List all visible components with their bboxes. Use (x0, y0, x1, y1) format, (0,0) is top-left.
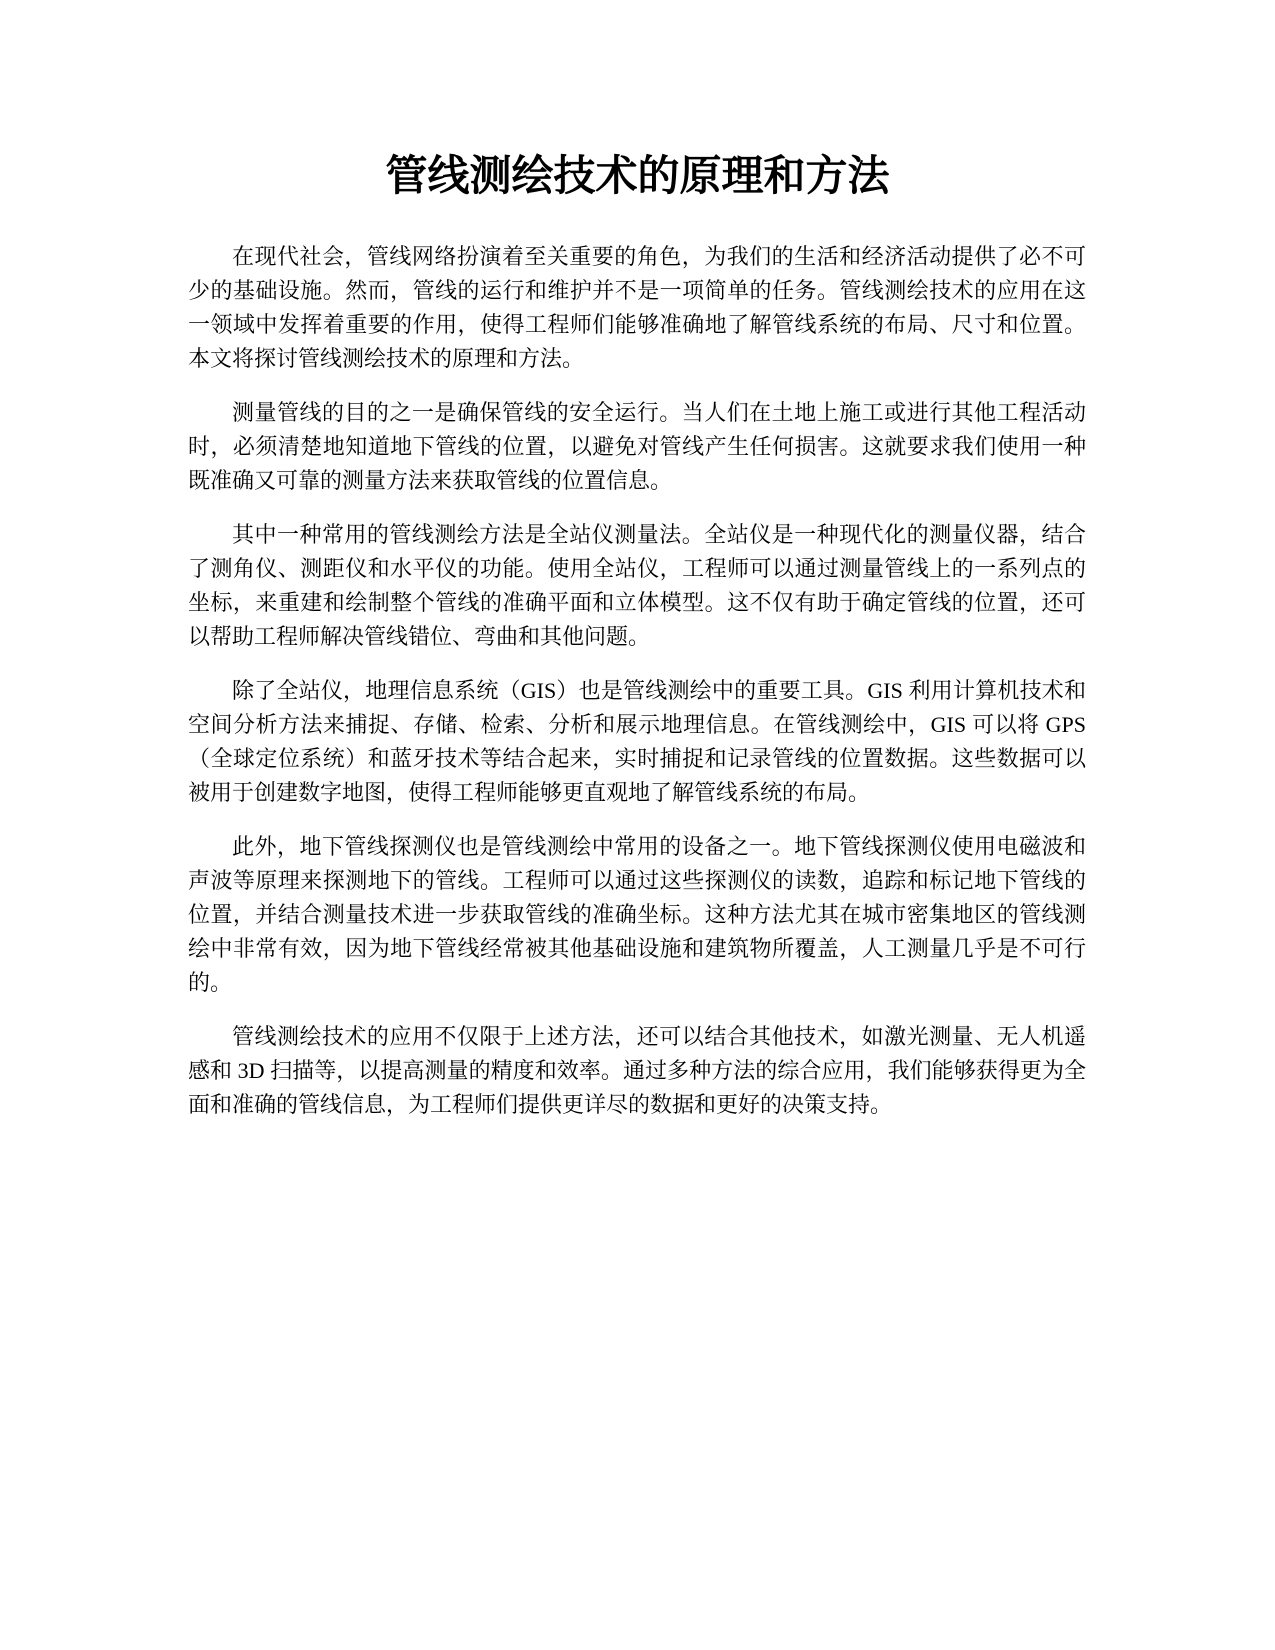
paragraph-intro: 在现代社会，管线网络扮演着至关重要的角色，为我们的生活和经济活动提供了必不可少的基础设施。然而，管线的运行和维护并不是一项简单的任务。管线测绘技术的应用在这一领域中发挥着重要的作用，使得工程师们能够准确地了解管线系统的布局、尺寸和位置。本文将探讨管线测绘技术的原理和方法。 (188, 244, 1086, 371)
document-body (188, 240, 1086, 1142)
paragraph-gis: 除了全站仪，地理信息系统（GIS）也是管线测绘中的重要工具。GIS 利用计算机技术和空间分析方法来捕捉、存储、检索、分析和展示地理信息。在管线测绘中，GIS 可以将 GPS（全球定位系统）和蓝牙技术等结合起来，实时捕捉和记录管线的位置数据。这些数据可以被用于创建数字地图，使得工程师能够更直观地了解管线系统的布局。 (188, 678, 1086, 805)
document-title: 管线测绘技术的原理和方法 (385, 151, 890, 200)
paragraph-conclusion: 管线测绘技术的应用不仅限于上述方法，还可以结合其他技术，如激光测量、无人机遥感和 3D 扫描等，以提高测量的精度和效率。通过多种方法的综合应用，我们能够获得更为全面和准确的管线信息，为工程师们提供更详尽的数据和更好的决策支持。 (188, 1024, 1086, 1117)
paragraph-purpose: 测量管线的目的之一是确保管线的安全运行。当人们在土地上施工或进行其他工程活动时，必须清楚地知道地下管线的位置，以避免对管线产生任何损害。这就要求我们使用一种既准确又可靠的测量方法来获取管线的位置信息。 (188, 400, 1086, 493)
paragraph-pipe-detector: 此外，地下管线探测仪也是管线测绘中常用的设备之一。地下管线探测仪使用电磁波和声波等原理来探测地下的管线。工程师可以通过这些探测仪的读数，追踪和标记地下管线的位置，并结合测量技术进一步获取管线的准确坐标。这种方法尤其在城市密集地区的管线测绘中非常有效，因为地下管线经常被其他基础设施和建筑物所覆盖，人工测量几乎是不可行的。 (188, 834, 1086, 995)
paragraph-total-station: 其中一种常用的管线测绘方法是全站仪测量法。全站仪是一种现代化的测量仪器，结合了测角仪、测距仪和水平仪的功能。使用全站仪，工程师可以通过测量管线上的一系列点的坐标，来重建和绘制整个管线的准确平面和立体模型。这不仅有助于确定管线的位置，还可以帮助工程师解决管线错位、弯曲和其他问题。 (188, 522, 1086, 649)
